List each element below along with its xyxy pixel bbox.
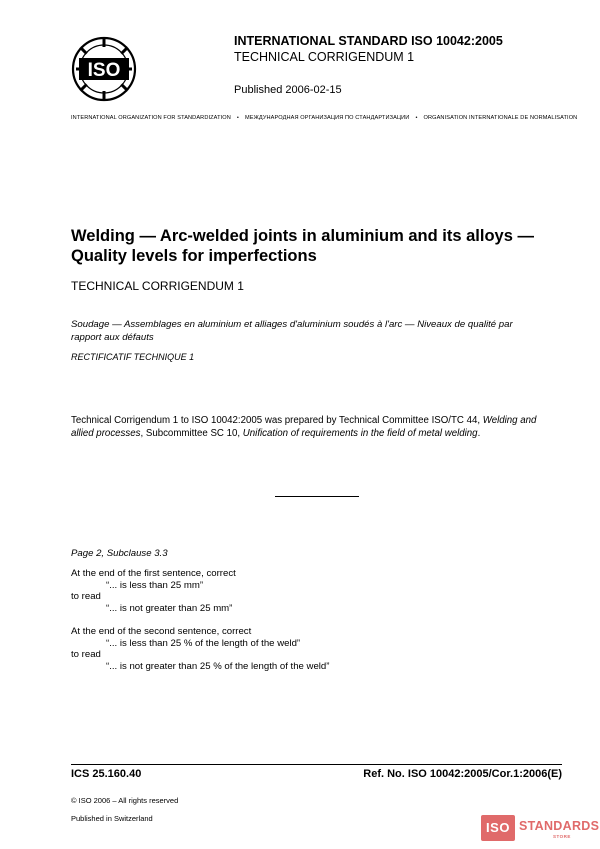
- technical-corrigendum-heading: TECHNICAL CORRIGENDUM 1: [71, 279, 244, 293]
- spacer: [71, 614, 329, 626]
- iso-logo-graphic: [71, 36, 137, 102]
- org-name-english: INTERNATIONAL ORGANIZATION FOR STANDARDIZATION: [71, 115, 231, 121]
- corrigendum-label: TECHNICAL CORRIGENDUM 1: [234, 50, 415, 64]
- intro-text: Technical Corrigendum 1 to ISO 10042:2005 was prepared by Technical Committee ISO/TC 44,: [71, 415, 483, 426]
- correction-instruction: to read: [71, 649, 101, 661]
- subcommittee-name: Unification of requirements in the field of metal welding: [242, 428, 478, 439]
- intro-text: , Subcommittee SC 10,: [140, 428, 243, 439]
- standards-store-watermark: [481, 815, 600, 841]
- correction-old-text: “... is less than 25 mm”: [106, 579, 204, 591]
- corrections-block: [71, 568, 329, 672]
- copyright-notice: © ISO 2006 – All rights reserved: [71, 796, 179, 805]
- watermark-standards-text: STANDARDS: [519, 819, 600, 833]
- logo-text: ISO: [87, 60, 121, 81]
- section-divider: [275, 496, 359, 497]
- footer-rule: [71, 764, 562, 765]
- intro-paragraph: [71, 414, 551, 440]
- title-line-1: Welding — Arc-welded joints in aluminium and its alloys —: [71, 227, 534, 245]
- correction-old-text: “... is less than 25 % of the length of the weld”: [106, 637, 301, 649]
- iso-logo: [71, 36, 137, 102]
- subclause-heading: Page 2, Subclause 3.3: [71, 548, 168, 559]
- reference-number: Ref. No. ISO 10042:2005/Cor.1:2006(E): [363, 768, 562, 780]
- published-date: Published 2006-02-15: [234, 84, 342, 96]
- org-name-russian: МЕЖДУНАРОДНАЯ ОРГАНИЗАЦИЯ ПО СТАНДАРТИЗАЦИИ: [245, 115, 410, 121]
- document-title: [71, 226, 551, 266]
- committee-name: Welding and allied processes: [71, 415, 537, 439]
- correction-new-text: “... is not greater than 25 mm”: [106, 602, 233, 614]
- standard-title: INTERNATIONAL STANDARD ISO 10042:2005: [234, 34, 503, 48]
- org-separator: •: [415, 115, 418, 121]
- org-name-french: ORGANISATION INTERNATIONALE DE NORMALISATION: [423, 115, 578, 121]
- correction-instruction: At the end of the second sentence, correct: [71, 625, 252, 637]
- org-separator: •: [236, 115, 239, 121]
- title-line-2: Quality levels for imperfections: [71, 247, 317, 265]
- french-title: Soudage — Assemblages en aluminium et alliages d'aluminium soudés à l'arc — Niveaux de qualité par rapport aux défauts: [71, 319, 513, 343]
- watermark-store-text: STORE: [553, 834, 571, 839]
- ics-code: ICS 25.160.40: [71, 768, 142, 780]
- correction-instruction: to read: [71, 591, 101, 603]
- french-corrigendum-heading: RECTIFICATIF TECHNIQUE 1: [71, 352, 195, 362]
- watermark-iso-text: ISO: [486, 820, 510, 835]
- intro-text: .: [477, 428, 481, 439]
- organization-line: [71, 115, 577, 121]
- correction-instruction: At the end of the first sentence, correct: [71, 568, 236, 579]
- printed-location: Published in Switzerland: [71, 814, 153, 823]
- correction-new-text: “... is not greater than 25 % of the length of the weld”: [106, 660, 330, 672]
